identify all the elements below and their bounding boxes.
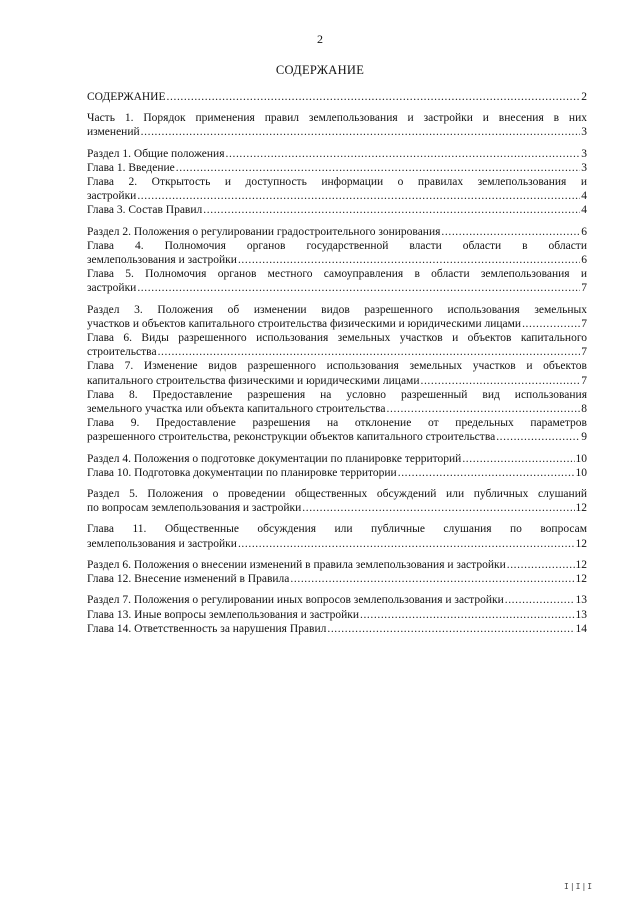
toc-entry[interactable] (87, 416, 587, 444)
toc-entry[interactable] (87, 111, 587, 139)
dot-leader (420, 374, 580, 388)
dot-leader (203, 203, 580, 217)
toc-page-number: 13 (575, 594, 587, 607)
dot-leader (137, 281, 580, 295)
dot-leader (226, 147, 581, 161)
toc-entry[interactable] (87, 522, 587, 550)
toc-page-number: 7 (581, 374, 587, 387)
toc-entry-title: застройки (87, 282, 137, 295)
dot-leader (137, 189, 580, 203)
toc-entry-title: участков и объектов капитального строительства физическими и юридическими лицами (87, 317, 522, 330)
dot-leader (507, 558, 575, 572)
toc-page-number: 12 (575, 502, 587, 515)
toc-page-number: 13 (575, 608, 587, 621)
toc-page-number: 7 (581, 282, 587, 295)
dot-leader (176, 161, 581, 175)
toc-page-number: 3 (581, 161, 587, 174)
toc-entry-title: Глава 12. Внесение изменений в Правила (87, 573, 290, 586)
dot-leader (327, 622, 574, 636)
footer-mark: I|I|I (564, 882, 594, 891)
toc-page-number: 4 (581, 204, 587, 217)
toc-entry-title: застройки (87, 190, 137, 203)
dot-leader (398, 466, 575, 480)
toc-entry[interactable] (87, 90, 587, 104)
toc-page-number: 8 (581, 403, 587, 416)
toc-entry-title: СОДЕРЖАНИЕ (87, 91, 166, 103)
toc-entry-title: землепользования и застройки (87, 537, 237, 550)
toc-page-number: 7 (581, 317, 587, 330)
toc-entry[interactable] (87, 303, 587, 331)
toc-entry-title-line: Глава 8. Предоставление разрешения на условно разрешенный вид использования (87, 388, 587, 401)
toc-page-number: 3 (581, 147, 587, 160)
dot-leader (302, 501, 574, 515)
toc-entry-title-line: Глава 11. Общественные обсуждения или публичные слушания по вопросам (87, 523, 587, 536)
toc-entry[interactable] (87, 161, 587, 175)
toc-entry-title: Раздел 2. Положения о регулировании градостроительного зонирования (87, 225, 441, 238)
toc-entry-title-line: Глава 4. Полномочия органов государственной власти области в области (87, 239, 587, 252)
toc-entry-title-line: Глава 9. Предоставление разрешения на отклонение от предельных параметров (87, 417, 587, 430)
document-heading: СОДЕРЖАНИЕ (275, 63, 365, 77)
toc-entry-title-line: Глава 6. Виды разрешенного использования земельных участков и объектов капитального (87, 332, 587, 345)
table-of-contents (87, 90, 587, 636)
toc-entry-title-line: Глава 7. Изменение видов разрешенного использования земельных участков и объектов (87, 360, 587, 373)
toc-page-number: 14 (575, 622, 587, 635)
toc-page-number: 10 (575, 466, 587, 479)
toc-entry-title-line: Глава 5. Полномочия органов местного самоуправления в области землепользования и (87, 268, 587, 281)
toc-entry[interactable] (87, 175, 587, 203)
dot-leader (360, 608, 575, 622)
dot-leader (238, 537, 575, 551)
toc-entry[interactable] (87, 267, 587, 295)
dot-leader (238, 253, 580, 267)
toc-page-number: 4 (581, 190, 587, 203)
toc-entry-title-line: Часть 1. Порядок применения правил землепользования и застройки и внесения в них (87, 112, 587, 125)
toc-entry-title: землепользования и застройки (87, 254, 237, 267)
toc-entry[interactable] (87, 203, 587, 217)
toc-page-number: 3 (581, 126, 587, 139)
toc-entry[interactable] (87, 572, 587, 586)
toc-entry-title: строительства (87, 346, 157, 359)
toc-entry-title-line: Раздел 5. Положения о проведении общественных обсуждений или публичных слушаний (87, 488, 587, 501)
toc-entry-title: Раздел 4. Положения о подготовке документации по планировке территорий (87, 452, 462, 465)
dot-leader (441, 225, 580, 239)
toc-entry-title: Глава 1. Введение (87, 161, 175, 174)
dot-leader (462, 452, 574, 466)
toc-page-number: 2 (581, 91, 587, 103)
toc-entry[interactable] (87, 608, 587, 622)
toc-page-number: 10 (575, 452, 587, 465)
dot-leader (522, 317, 580, 331)
toc-entry-title: разрешенного строительства, реконструкции объектов капитального строительства (87, 431, 496, 444)
toc-entry[interactable] (87, 147, 587, 161)
toc-entry-title: Раздел 7. Положения о регулировании иных вопросов землепользования и застройки (87, 594, 504, 607)
toc-entry[interactable] (87, 331, 587, 359)
page-number: 2 (317, 32, 323, 46)
dot-leader (290, 572, 574, 586)
toc-page-number: 12 (575, 558, 587, 571)
toc-entry[interactable] (87, 239, 587, 267)
toc-entry[interactable] (87, 558, 587, 572)
dot-leader (496, 430, 580, 444)
toc-page-number: 12 (575, 537, 587, 550)
toc-entry-title: Глава 3. Состав Правил (87, 204, 203, 217)
toc-entry-title: Глава 13. Иные вопросы землепользования и застройки (87, 608, 359, 621)
toc-entry-title: земельного участка или объекта капитального строительства (87, 403, 386, 416)
toc-entry-title-line: Раздел 3. Положения об изменении видов разрешенного использования земельных (87, 303, 587, 316)
toc-entry-title: по вопросам землепользования и застройки (87, 502, 302, 515)
toc-page-number: 7 (581, 346, 587, 359)
toc-page-number: 9 (581, 431, 587, 444)
dot-leader (387, 402, 581, 416)
toc-entry-title: Раздел 6. Положения о внесении изменений в правила землепользования и застройки (87, 558, 506, 571)
toc-entry[interactable] (87, 487, 587, 515)
toc-entry-title: Раздел 1. Общие положения (87, 147, 225, 160)
toc-entry[interactable] (87, 359, 587, 387)
dot-leader (141, 125, 581, 139)
toc-entry-title-line: Глава 2. Открытость и доступность информации о правилах землепользования и (87, 176, 587, 189)
toc-entry[interactable] (87, 388, 587, 416)
toc-entry[interactable] (87, 593, 587, 607)
dot-leader (167, 90, 581, 104)
toc-entry-title: капитального строительства физическими и юридическими лицами (87, 374, 420, 387)
toc-entry-title: Глава 14. Ответственность за нарушения Правил (87, 622, 327, 635)
dot-leader (158, 345, 581, 359)
toc-entry[interactable] (87, 225, 587, 239)
toc-entry[interactable] (87, 622, 587, 636)
toc-page-number: 6 (581, 225, 587, 238)
toc-page-number: 12 (575, 573, 587, 586)
dot-leader (505, 593, 575, 607)
toc-page-number: 6 (581, 254, 587, 267)
toc-entry-title: Глава 10. Подготовка документации по планировке территории (87, 466, 397, 479)
toc-entry[interactable] (87, 466, 587, 480)
toc-entry-title: изменений (87, 126, 140, 139)
toc-entry[interactable] (87, 452, 587, 466)
